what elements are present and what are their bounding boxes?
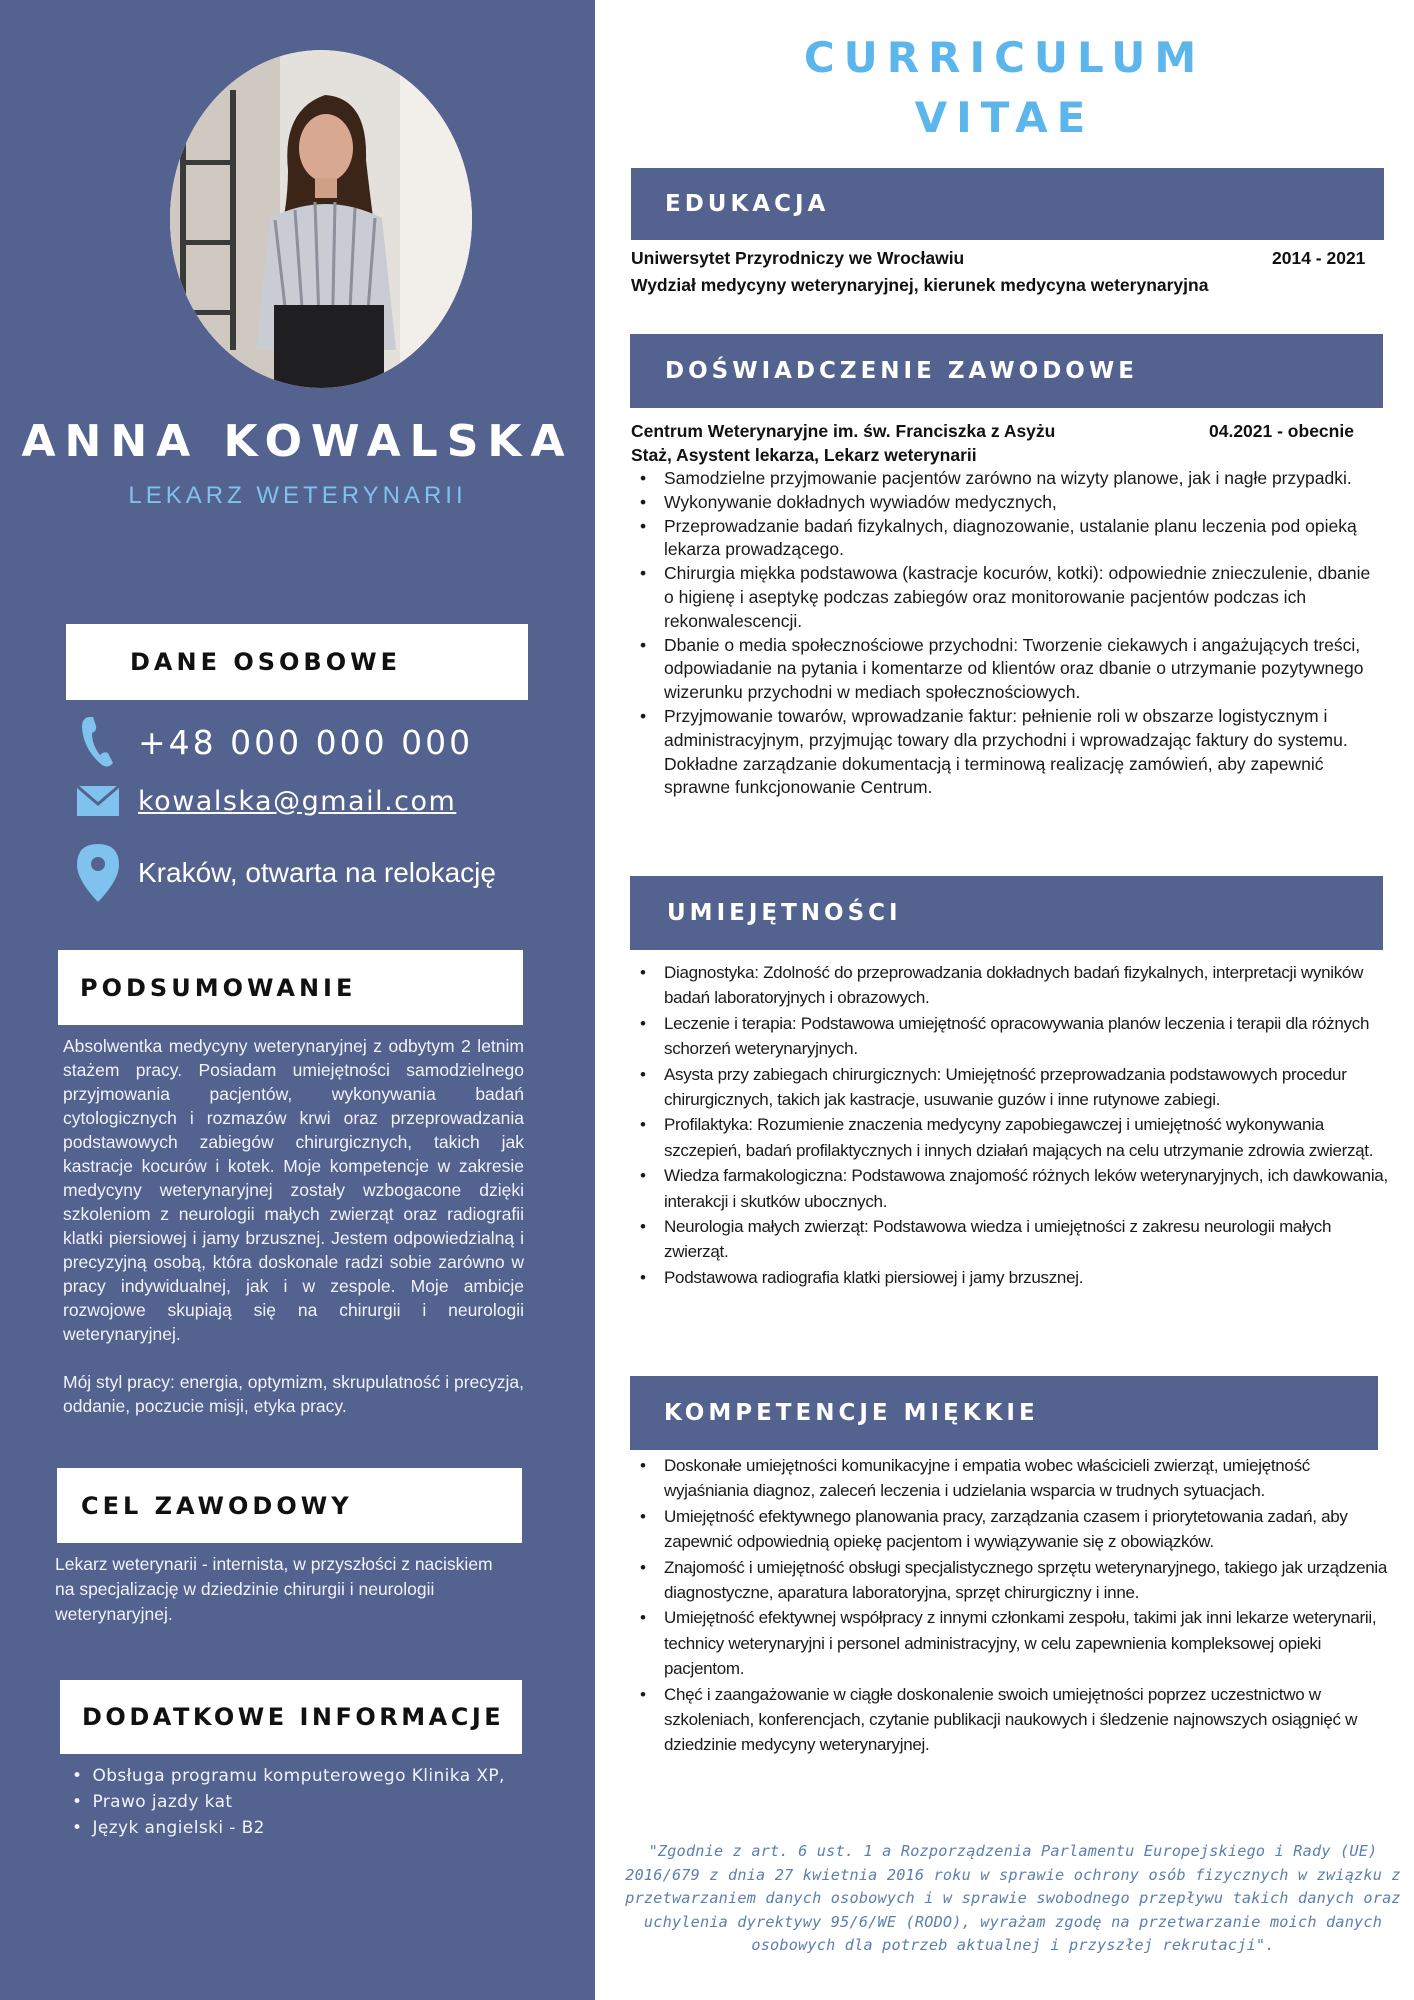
list-item: • Język angielski - B2 bbox=[72, 1815, 572, 1841]
list-item: • Przeprowadzanie badań fizykalnych, diagnozowanie, ustalanie planu leczenia pod opieką lekarza prowadzącego. bbox=[632, 515, 1382, 563]
list-item: • Podstawowa radiografia klatki piersiowej i jamy brzusznej. bbox=[632, 1265, 1392, 1290]
work-style-paragraph: Mój styl pracy: energia, optymizm, skrupulatność i precyzja, oddanie, poczucie misji, etyka pracy. bbox=[63, 1372, 524, 1416]
education-faculty: Wydział medycyny weterynaryjnej, kierunek medycyna weterynaryjna bbox=[631, 275, 1209, 295]
list-item: • Dbanie o media społecznościowe przychodni: Tworzenie ciekawych i angażujących treści, odpowiadanie na pytania i komentarze od klientów oraz dbanie o utrzymanie pozytywnego wizerunku przychodni w mediach społecznościowych. bbox=[632, 634, 1382, 705]
experience-heading-label: DOŚWIADCZENIE ZAWODOWE bbox=[665, 358, 1138, 384]
summary-heading bbox=[58, 950, 523, 1025]
experience-positions: Staż, Asystent lekarza, Lekarz weterynarii bbox=[631, 445, 977, 465]
goal-heading-label: CEL ZAWODOWY bbox=[81, 1491, 353, 1520]
gdpr-consent: "Zgodnie z art. 6 ust. 1 a Rozporządzenia Parlamentu Europejskiego i Rady (UE) 2016/679 z dnia 27 kwietnia 2016 roku w sprawie ochrony osób fizycznych w związku z przetwarzaniem danych osobowych i w sprawie swobodnego przepływu takich danych oraz uchylenia dyrektywy 95/6/WE (RODO), wyrażam zgodę na przetwarzanie moich danych osobowych dla potrzeb aktualnej i przyszłej rekrutacji". bbox=[625, 1842, 1401, 1954]
profile-photo bbox=[170, 50, 472, 388]
cv-title-line1: CURRICULUM bbox=[803, 33, 1206, 82]
phone-number[interactable]: +48 000 000 000 bbox=[138, 722, 474, 762]
list-item: • Przyjmowanie towarów, wprowadzanie faktur: pełnienie roli w obszarze logistycznym i administracyjnym, przyjmując towary dla przychodni i wprowadzając faktury do systemu. Dokładne zarządzanie dokumentacją i terminową realizację zamówień, aby zapewnić sprawne funkcjonowanie Centrum. bbox=[632, 705, 1382, 800]
envelope-icon bbox=[76, 786, 120, 816]
goal-text: Lekarz weterynarii - internista, w przyszłości z naciskiem na specjalizację w dziedzinie chirurgii i neurologii weterynaryjnej. bbox=[55, 1554, 493, 1624]
education-heading-label: EDUKACJA bbox=[665, 191, 830, 217]
location-row bbox=[76, 840, 496, 906]
list-item: • Obsługa programu komputerowego Klinika XP, bbox=[72, 1763, 572, 1789]
phone-icon bbox=[76, 715, 120, 769]
list-item: • Asysta przy zabiegach chirurgicznych: Umiejętność przeprowadzania podstawowych procedur chirurgicznych, takich jak kastracje, usuwanie guzów i inne rutynowe zabiegi. bbox=[632, 1062, 1392, 1113]
skills-list bbox=[632, 960, 1392, 1290]
email-row bbox=[76, 780, 456, 822]
skills-heading-label: UMIEJĘTNOŚCI bbox=[667, 900, 902, 926]
personal-heading-label: DANE OSOBOWE bbox=[130, 648, 401, 676]
list-item: • Prawo jazdy kat bbox=[72, 1789, 572, 1815]
soft-skills-heading bbox=[630, 1376, 1378, 1450]
list-item: • Znajomość i umiejętność obsługi specjalistycznego sprzętu weterynaryjnego, takiego jak urządzenia diagnostyczne, aparatura laboratoryjna, sprzęt chirurgiczny i inne. bbox=[632, 1555, 1392, 1606]
education-years: 2014 - 2021 bbox=[1272, 248, 1366, 268]
list-item: • Diagnostyka: Zdolność do przeprowadzania dokładnych badań fizykalnych, interpretacji wyników badań laboratoryjnych i obrazowych. bbox=[632, 960, 1392, 1011]
education-heading bbox=[631, 168, 1384, 240]
list-item: • Chęć i zaangażowanie w ciągłe doskonalenie swoich umiejętności poprzez uczestnictwo w szkoleniach, konferencjach, czytanie publikacji naukowych i śledzenie najnowszych osiągnięć w dziedzinie medycyny weterynaryjnej. bbox=[632, 1682, 1392, 1758]
summary-text bbox=[63, 1034, 524, 1418]
summary-paragraph: Absolwentka medycyny weterynaryjnej z odbytym 2 letnim stażem pracy. Posiadam umiejętności samodzielnego przyjmowania pacjentów, wykonywania badań cytologicznych i rozmazów krwi oraz przeprowadzania podstawowych zabiegów chirurgicznych, takich jak kastracje kocurów i kotek. Moje kompetencje w zakresie medycyny weterynaryjnej zostały wzbogacone dzięki szkoleniom z neurologii małych zwierząt oraz radiografii klatki piersiowej i jamy brzusznej. Jestem odpowiedzialną i precyzyjną osobą, która doskonale radzi sobie zarówno w pracy indywidualnej, jak i w zespole. Moje ambicje rozwojowe skupiają się na chirurgii i neurologii weterynaryjnej. bbox=[63, 1036, 524, 1344]
list-item: • Wiedza farmakologiczna: Podstawowa znajomość różnych leków weterynaryjnych, ich dawkowania, interakcji i skutków ubocznych. bbox=[632, 1163, 1392, 1214]
map-pin-icon bbox=[76, 844, 120, 902]
skills-heading bbox=[630, 876, 1383, 950]
list-item: • Umiejętność efektywnej współpracy z innymi członkami zespołu, takimi jak inni lekarze weterynarii, technicy weterynaryjni i personel administracyjny, w celu zapewnienia kompleksowej opieki pacjentom. bbox=[632, 1605, 1392, 1681]
list-item: • Chirurgia miękka podstawowa (kastracje kocurów, kotki): odpowiednie znieczulenie, dbanie o higienę i aseptykę podczas zabiegów oraz monitorowanie pacjentów podczas ich rekonwalescencji. bbox=[632, 562, 1382, 633]
summary-heading-label: PODSUMOWANIE bbox=[80, 973, 357, 1002]
list-item: • Neurologia małych zwierząt: Podstawowa wiedza i umiejętności z zakresu neurologii małych zwierząt. bbox=[632, 1214, 1392, 1265]
additional-heading-label: DODATKOWE INFORMACJE bbox=[82, 1703, 505, 1731]
additional-heading bbox=[60, 1680, 522, 1754]
candidate-role: LEKARZ WETERYNARII bbox=[128, 482, 467, 509]
list-item: • Umiejętność efektywnego planowania pracy, zarządzania czasem i priorytetowania zadań, aby zapewnić odpowiednią opiekę pacjentom i wywiązywanie się z obowiązków. bbox=[632, 1504, 1392, 1555]
candidate-name: ANNA KOWALSKA bbox=[21, 416, 574, 467]
location-text: Kraków, otwarta na relokację bbox=[138, 857, 496, 888]
experience-duties bbox=[632, 467, 1382, 800]
soft-skills-list bbox=[632, 1453, 1392, 1758]
list-item: • Doskonałe umiejętności komunikacyjne i empatia wobec właścicieli zwierząt, umiejętność wyjaśniania diagnoz, zaleceń leczenia i udzielania wsparcia w trudnych sytuacjach. bbox=[632, 1453, 1392, 1504]
education-school: Uniwersytet Przyrodniczy we Wrocławiu bbox=[631, 248, 965, 268]
experience-heading bbox=[630, 334, 1383, 408]
list-item: • Leczenie i terapia: Podstawowa umiejętność opracowywania planów leczenia i terapii dla różnych schorzeń weterynaryjnych. bbox=[632, 1011, 1392, 1062]
list-item: • Profilaktyka: Rozumienie znaczenia medycyny zapobiegawczej i umiejętność wykonywania szczepień, badań profilaktycznych i innych działań mających na celu utrzymanie zdrowia zwierząt. bbox=[632, 1112, 1392, 1163]
cv-title-line2: VITAE bbox=[914, 93, 1095, 142]
personal-heading bbox=[66, 624, 528, 700]
list-item: • Samodzielne przyjmowanie pacjentów zarówno na wizyty planowe, jak i nagłe przypadki. bbox=[632, 467, 1382, 491]
list-item: • Wykonywanie dokładnych wywiadów medycznych, bbox=[632, 491, 1382, 515]
phone-row bbox=[76, 710, 473, 774]
additional-list bbox=[72, 1763, 572, 1841]
experience-dates: 04.2021 - obecnie bbox=[1209, 421, 1354, 441]
sidebar bbox=[0, 0, 595, 2000]
experience-employer: Centrum Weterynaryjne im. św. Franciszka z Asyżu bbox=[631, 421, 1056, 441]
goal-heading bbox=[57, 1468, 522, 1543]
email-link[interactable]: kowalska@gmail.com bbox=[138, 785, 457, 817]
soft-skills-heading-label: KOMPETENCJE MIĘKKIE bbox=[664, 1400, 1039, 1426]
